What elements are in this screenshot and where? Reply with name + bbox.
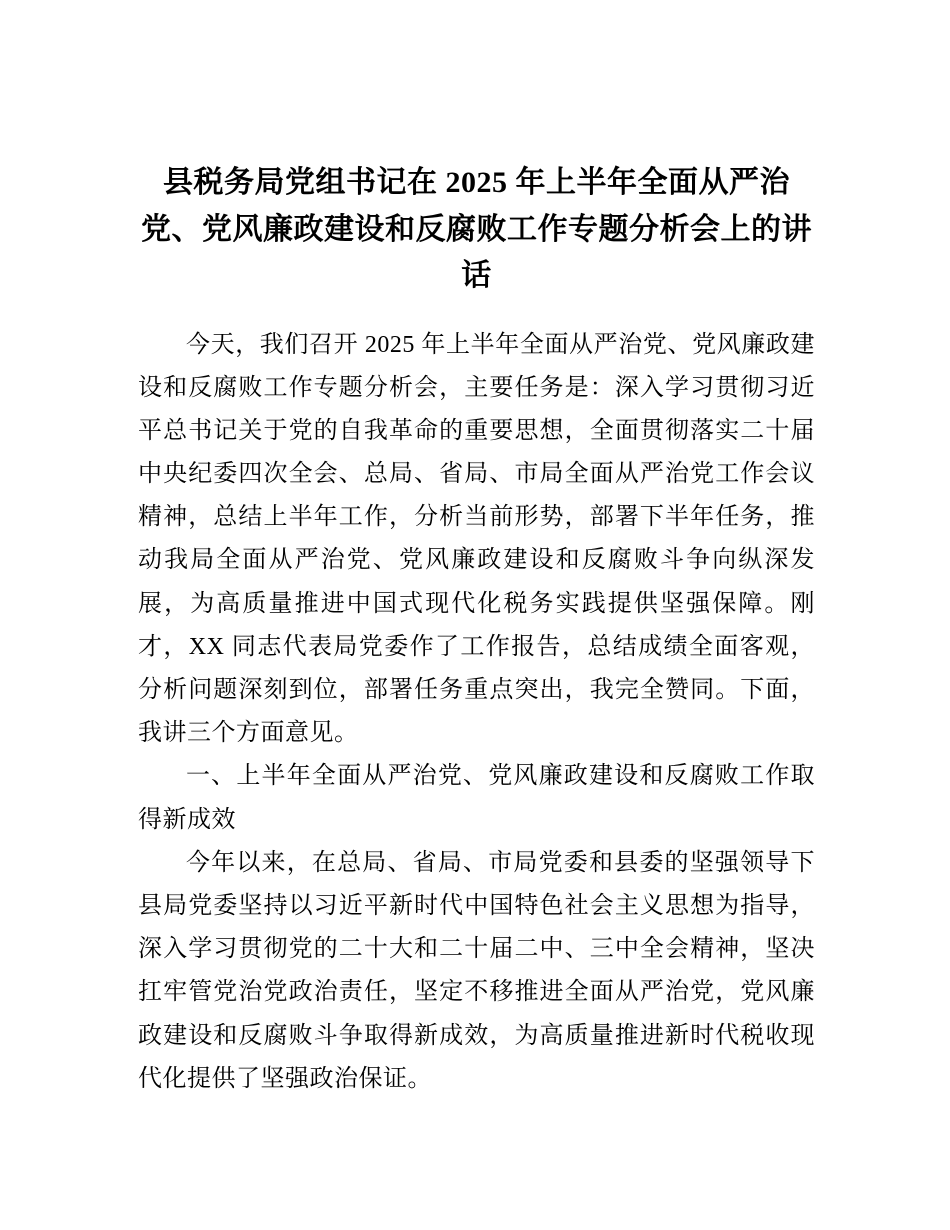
paragraph-section-body: 今年以来，在总局、省局、市局党委和县委的坚强领导下县局党委坚持以习近平新时代中国特色社会主义思想为指导，深入学习贯彻党的二十大和二十届二中、三中全会精神，坚决扛牢管党治党政治责任，坚定不移推进全面从严治党，党风廉政建设和反腐败斗争取得新成效，为高质量推进新时代税收现代化提供了坚强政治保证。 [138, 849, 815, 1092]
document-body [138, 324, 815, 1101]
paragraph-section-heading: 一、上半年全面从严治党、党风廉政建设和反腐败工作取得新成效 [138, 763, 815, 833]
document-title: 县税务局党组书记在 2025 年上半年全面从严治党、党风廉政建设和反腐败工作专题分析会上的讲话 [141, 166, 812, 292]
paragraph-intro: 今天，我们召开 2025 年上半年全面从严治党、党风廉政建设和反腐败工作专题分析会，主要任务是：深入学习贯彻习近平总书记关于党的自我革命的重要思想，全面贯彻落实二十届中央纪委四次全会、总局、省局、市局全面从严治党工作会议精神，总结上半年工作，分析当前形势，部署下半年任务，推动我局全面从严治党、党风廉政建设和反腐败斗争向纵深发展，为高质量推进中国式现代化税务实践提供坚强保障。刚才，XX 同志代表局党委作了工作报告，总结成绩全面客观，分析问题深刻到位，部署任务重点突出，我完全赞同。下面，我讲三个方面意见。 [138, 331, 815, 747]
